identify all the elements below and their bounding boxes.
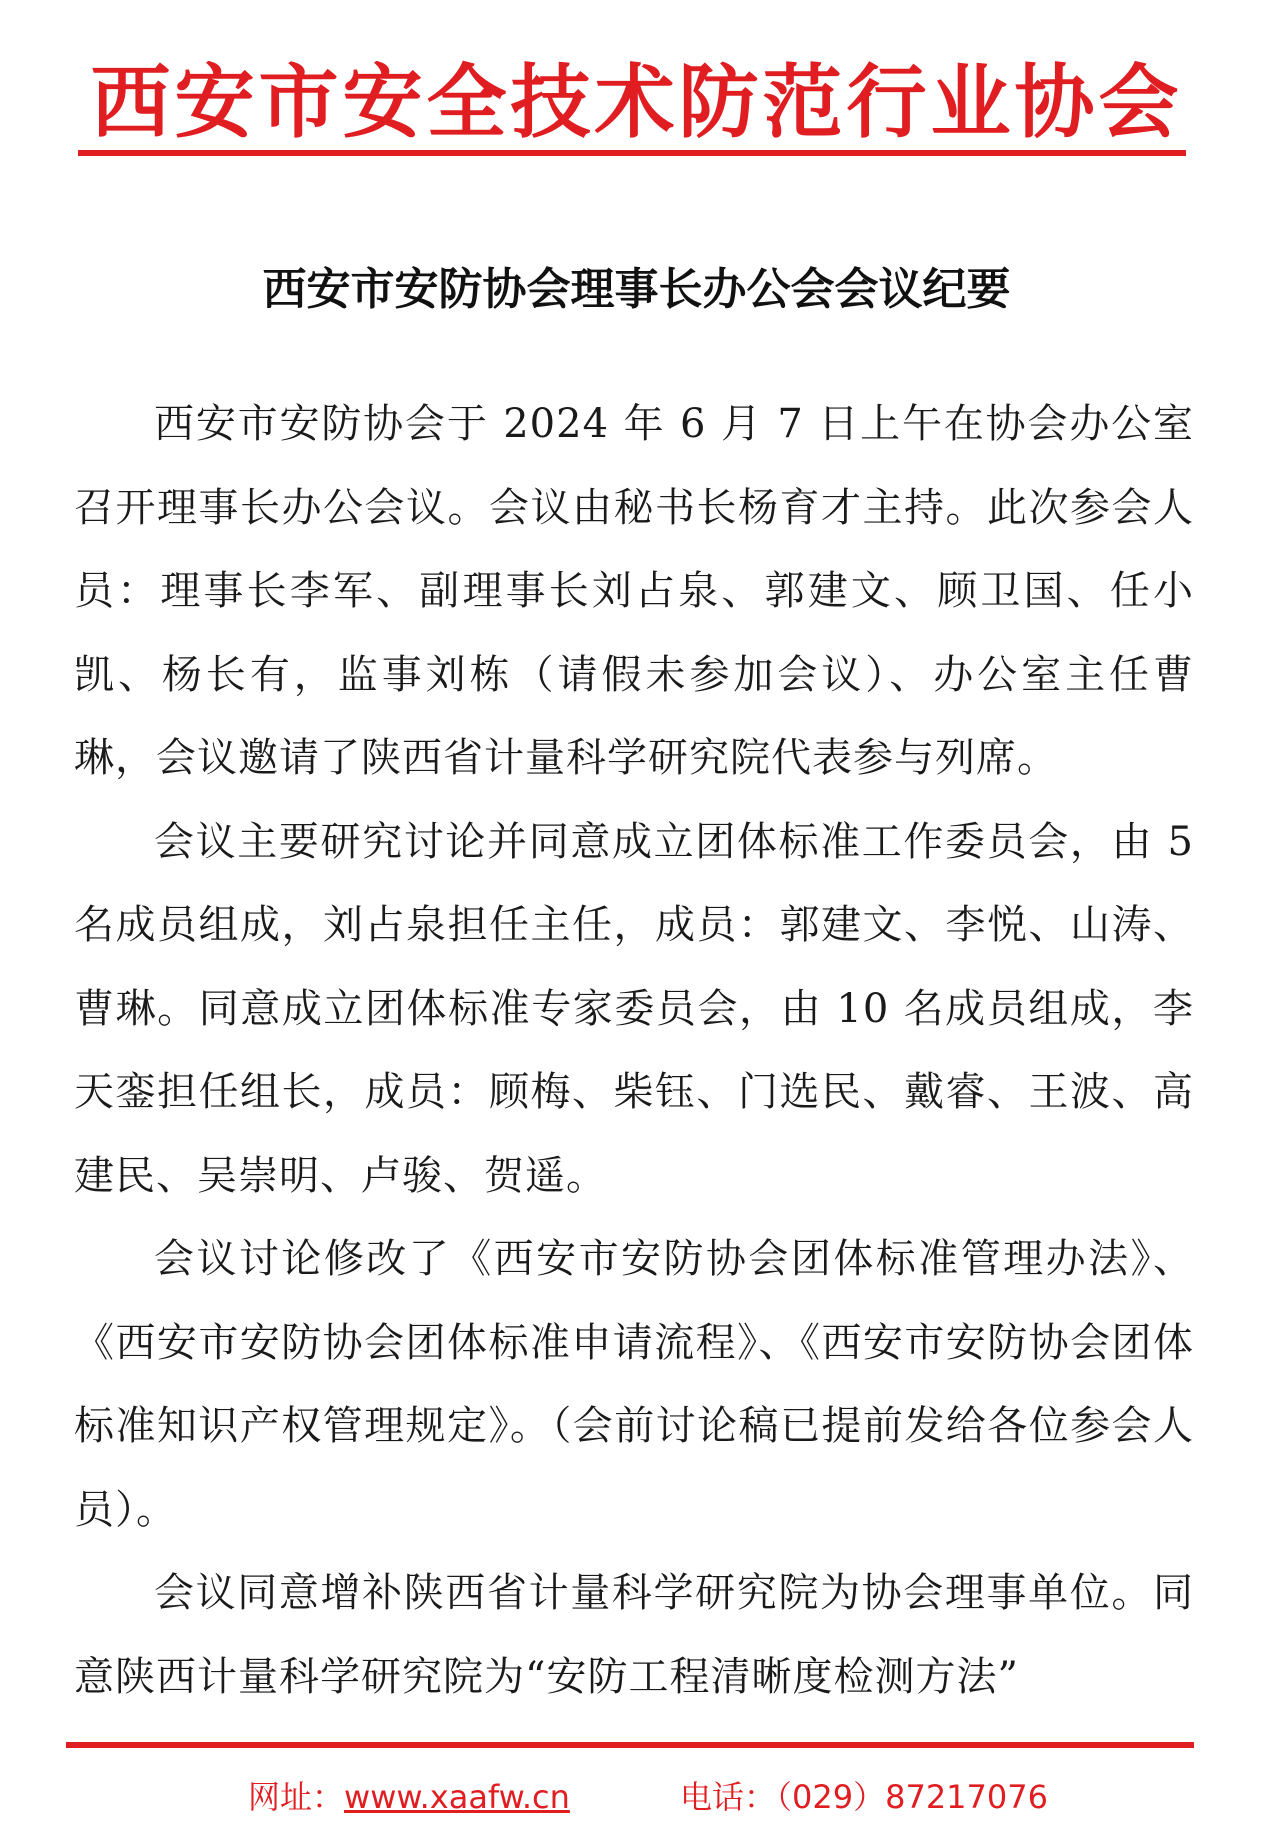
website-link[interactable]: www.xaafw.cn <box>344 1778 570 1816</box>
paragraph-committees: 会议主要研究讨论并同意成立团体标准工作委员会，由 5 名成员组成，刘占泉担任主任，成员：郭建文、李悦、山涛、曹琳。同意成立团体标准专家委员会，由 10 名成员组成，李天銮担任组长，成员：顾梅、柴钰、门选民、戴睿、王波、高建民、吴崇明、卢骏、贺遥。 <box>74 818 1194 1199</box>
paragraph-meeting-info: 西安市安防协会于 2024 年 6 月 7 日上午在协会办公室召开理事长办公会议。会议由秘书长杨育才主持。此次参会人员：理事长李军、副理事长刘占泉、郭建文、顾卫国、任小凯、杨长有，监事刘栋（请假未参加会议）、办公室主任曹琳，会议邀请了陕西省计量科学研究院代表参与列席。 <box>74 401 1194 781</box>
footer-phone <box>680 1772 1048 1818</box>
footer-website <box>248 1772 570 1818</box>
website-label: 网址： <box>248 1778 345 1816</box>
phone-number: （029）87217076 <box>776 1778 1048 1816</box>
organization-header-title: 西安市安全技术防范行业协会 <box>90 56 1183 149</box>
phone-label: 电话： <box>680 1778 777 1816</box>
document-body <box>74 383 1194 1719</box>
paragraph-regulations: 会议讨论修改了《西安市安防协会团体标准管理办法》、《西安市安防协会团体标准申请流程》、《西安市安防协会团体标准知识产权管理规定》。（会前讨论稿已提前发给各位参会人员）。 <box>74 1236 1194 1533</box>
header-divider <box>78 150 1186 156</box>
paragraph-new-member: 会议同意增补陕西省计量科学研究院为协会理事单位。同意陕西计量科学研究院为“安防工程清晰度检测方法” <box>74 1570 1194 1700</box>
footer-divider <box>66 1742 1194 1748</box>
footer <box>0 1772 1273 1832</box>
document-title: 西安市安防协会理事长办公会会议纪要 <box>262 264 1011 315</box>
